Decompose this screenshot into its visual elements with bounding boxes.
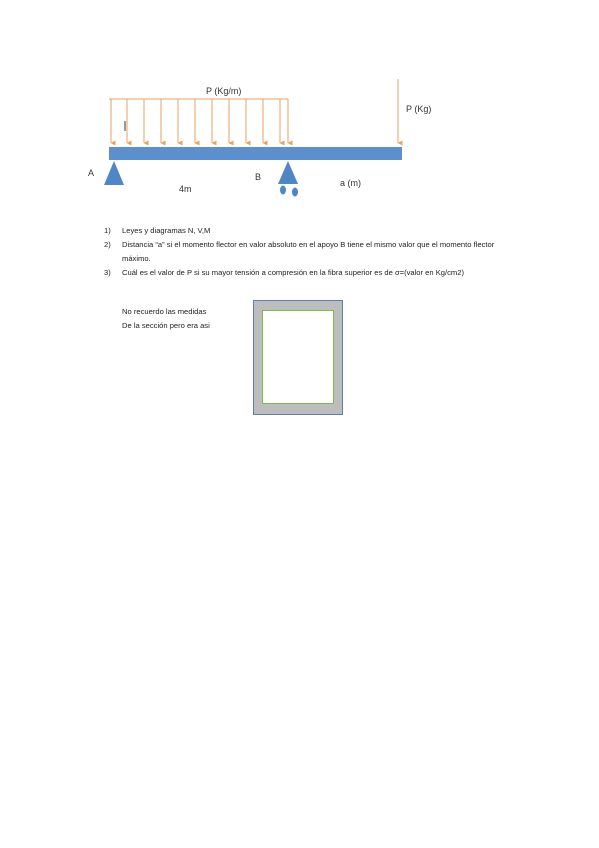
beam	[109, 147, 402, 160]
question-number: 2)	[104, 240, 111, 249]
roller-right	[292, 188, 298, 197]
overhang-label: a (m)	[340, 178, 361, 188]
note-line-1: No recuerdo las medidas	[122, 307, 207, 316]
support-b-label: B	[255, 172, 262, 182]
span-label: 4m	[179, 184, 192, 194]
distributed-load-arrows	[111, 99, 288, 143]
question-item	[104, 224, 504, 238]
question-item	[104, 266, 504, 280]
question-text: Leyes y diagramas N, V,M	[122, 226, 211, 235]
cross-section-outer	[253, 300, 343, 415]
question-number: 1)	[104, 226, 111, 235]
question-list	[104, 224, 504, 280]
beam-diagram	[0, 0, 599, 220]
point-load-label: P (Kg)	[406, 104, 432, 114]
support-a-label: A	[88, 168, 95, 178]
cross-section-inner	[262, 310, 334, 404]
question-item	[104, 238, 504, 266]
question-text: Distancia “a” si el momento flector en valor absoluto en el apoyo B tiene el mismo valor que el momento flector máximo.	[122, 240, 495, 263]
roller-left	[280, 186, 286, 195]
distributed-load-label: P (Kg/m)	[206, 86, 242, 96]
support-b	[278, 161, 298, 184]
question-text: Cuál es el valor de P si su mayor tensión a compresión en la fibra superior es de σ=(valor en Kg/cm2)	[122, 268, 465, 277]
support-a	[104, 161, 124, 185]
note-line-2: De la sección pero era asi	[122, 321, 210, 330]
question-number: 3)	[104, 268, 111, 277]
